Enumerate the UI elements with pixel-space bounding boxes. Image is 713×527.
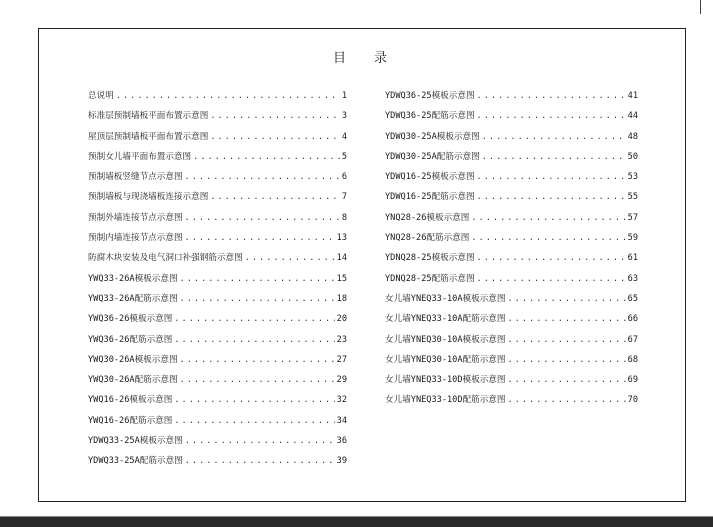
toc-entry-title: YNQ28-26配筋示意图	[385, 233, 470, 244]
toc-leader-dots	[508, 395, 626, 405]
toc-leader-dots	[482, 152, 626, 162]
toc-entry-page: 13	[336, 233, 347, 244]
toc-entry-title: YDWQ16-25模板示意图	[385, 172, 475, 183]
toc-entry-page: 29	[336, 375, 347, 386]
toc-entry[interactable]	[88, 353, 347, 373]
toc-entry[interactable]	[385, 353, 638, 373]
toc-entry-page: 7	[341, 192, 347, 203]
toc-entry-title: 预制墙板竖缝节点示意图	[88, 172, 183, 183]
toc-entry[interactable]	[88, 373, 347, 393]
toc-entry-title: YWQ36-26配筋示意图	[88, 334, 173, 345]
toc-entry-title: YDNQ28-25模板示意图	[385, 253, 475, 264]
toc-leader-dots	[185, 172, 340, 182]
toc-entry-page: 23	[336, 334, 347, 345]
toc-leader-dots	[174, 395, 334, 405]
toc-leader-dots	[174, 416, 334, 426]
toc-entry-page: 53	[627, 172, 638, 183]
toc-entry-title: YDWQ16-25配筋示意图	[385, 192, 475, 203]
toc-leader-dots	[193, 152, 340, 162]
toc-entry-title: YNQ28-26模板示意图	[385, 212, 470, 223]
toc-leader-dots	[180, 375, 335, 385]
toc-column-left	[88, 89, 347, 475]
toc-leader-dots	[508, 294, 626, 304]
toc-entry-page: 4	[341, 131, 347, 142]
toc-entry-title: YWQ36-26模板示意图	[88, 314, 173, 325]
toc-entry[interactable]	[88, 231, 347, 251]
toc-leader-dots	[508, 335, 626, 345]
toc-leader-dots	[116, 91, 340, 101]
toc-entry-title: 防腐木块安装及电气洞口补强钢筋示意图	[88, 253, 243, 264]
toc-entry[interactable]	[88, 170, 347, 190]
toc-entry[interactable]	[385, 373, 638, 393]
toc-entry[interactable]	[385, 89, 638, 109]
toc-leader-dots	[482, 132, 626, 142]
toc-entry[interactable]	[385, 130, 638, 150]
toc-leader-dots	[477, 253, 626, 263]
toc-leader-dots	[471, 213, 625, 223]
toc-entry-page: 50	[627, 151, 638, 162]
toc-entry-page: 68	[627, 354, 638, 365]
toc-leader-dots	[508, 375, 626, 385]
toc-leader-dots	[210, 132, 339, 142]
toc-entry-page: 55	[627, 192, 638, 203]
toc-entry-page: 15	[336, 273, 347, 284]
toc-entry-page: 14	[336, 253, 347, 264]
toc-entry-title: 预制女儿墙平面布置示意图	[88, 151, 192, 162]
toc-entry-title: 预制外墙连接节点示意图	[88, 212, 183, 223]
toc-entry[interactable]	[88, 414, 347, 434]
toc-entry-title: YWQ16-26配筋示意图	[88, 415, 173, 426]
toc-entry-title: YDWQ30-25A模板示意图	[385, 131, 480, 142]
toc-entry-title: YWQ33-26A配筋示意图	[88, 293, 178, 304]
toc-entry[interactable]	[385, 109, 638, 129]
toc-entry-title: 预制内墙连接节点示意图	[88, 233, 183, 244]
toc-entry[interactable]	[88, 109, 347, 129]
toc-entry-page: 66	[627, 314, 638, 325]
toc-entry-title: 女儿墙YNEQ33-10A模板示意图	[385, 293, 506, 304]
title-char-1: 目	[332, 51, 350, 66]
toc-leader-dots	[508, 314, 626, 324]
toc-entry-title: 屋顶层预制墙板平面布置示意图	[88, 131, 209, 142]
toc-entry[interactable]	[385, 251, 638, 271]
title-char-2: 录	[374, 51, 392, 66]
toc-entry-title: YDWQ36-25配筋示意图	[385, 111, 475, 122]
toc-entry-page: 36	[336, 436, 347, 447]
toc-entry-page: 67	[627, 334, 638, 345]
toc-entry-title: 女儿墙YNEQ30-10A模板示意图	[385, 334, 506, 345]
toc-entry-page: 27	[336, 354, 347, 365]
toc-entry-page: 57	[627, 212, 638, 223]
toc-leader-dots	[185, 233, 335, 243]
toc-entry-title: 女儿墙YNEQ33-10A配筋示意图	[385, 314, 506, 325]
toc-entry-title: YWQ33-26A模板示意图	[88, 273, 178, 284]
toc-leader-dots	[185, 436, 335, 446]
toc-entry-page: 20	[336, 314, 347, 325]
crop-mark	[700, 0, 701, 14]
toc-entry-page: 44	[627, 111, 638, 122]
toc-entry[interactable]	[88, 89, 347, 109]
toc-entry-page: 69	[627, 375, 638, 386]
toc-entry-page: 32	[336, 395, 347, 406]
toc-leader-dots	[471, 233, 625, 243]
toc-leader-dots	[477, 274, 626, 284]
toc-entry-page: 34	[336, 415, 347, 426]
toc-entry-page: 59	[627, 233, 638, 244]
toc-entry[interactable]	[385, 333, 638, 353]
toc-entry[interactable]	[88, 150, 347, 170]
toc-entry-title: YWQ30-26A模板示意图	[88, 354, 178, 365]
toc-entry[interactable]	[385, 190, 638, 210]
toc-leader-dots	[210, 111, 339, 121]
toc-leader-dots	[185, 456, 335, 466]
toc-entry-title: 女儿墙YNEQ30-10A配筋示意图	[385, 354, 506, 365]
toc-entry[interactable]	[385, 211, 638, 231]
toc-leader-dots	[180, 355, 335, 365]
toc-entry-page: 1	[341, 91, 347, 101]
toc-leader-dots	[185, 213, 340, 223]
toc-entry[interactable]	[385, 292, 638, 312]
toc-leader-dots	[508, 355, 626, 365]
toc-leader-dots	[477, 111, 626, 121]
toc-entry[interactable]	[88, 434, 347, 454]
toc-entry-page: 39	[336, 456, 347, 467]
toc-entry-title: YWQ30-26A配筋示意图	[88, 375, 178, 386]
toc-entry-title: YDNQ28-25配筋示意图	[385, 273, 475, 284]
bottom-bar	[0, 517, 713, 527]
toc-leader-dots	[477, 192, 626, 202]
toc-entry-page: 3	[341, 111, 347, 122]
toc-entry[interactable]	[385, 312, 638, 332]
toc-entry[interactable]	[88, 333, 347, 353]
toc-entry-page: 48	[627, 131, 638, 142]
toc-entry[interactable]	[88, 251, 347, 271]
toc-entry-title: YDWQ30-25A配筋示意图	[385, 151, 480, 162]
document-page	[38, 28, 686, 502]
toc-column-right	[385, 89, 638, 414]
toc-entry-title: 女儿墙YNEQ33-10D模板示意图	[385, 375, 506, 386]
toc-entry-page: 70	[627, 395, 638, 406]
toc-entry[interactable]	[385, 170, 638, 190]
toc-entry[interactable]	[88, 211, 347, 231]
toc-entry-page: 61	[627, 253, 638, 264]
toc-entry-title: 标准层预制墙板平面布置示意图	[88, 111, 209, 122]
toc-entry-title: YDWQ33-25A模板示意图	[88, 436, 183, 447]
toc-leader-dots	[245, 253, 335, 263]
toc-entry[interactable]	[88, 312, 347, 332]
toc-entry-title: 总说明	[88, 91, 114, 101]
toc-entry-page: 5	[341, 151, 347, 162]
toc-entry-title: 预制墙板与现浇墙板连接示意图	[88, 192, 209, 203]
toc-entry-title: YWQ16-26模板示意图	[88, 395, 173, 406]
toc-entry-page: 65	[627, 293, 638, 304]
toc-leader-dots	[174, 314, 334, 324]
toc-entry-page: 41	[627, 91, 638, 101]
toc-entry-page: 18	[336, 293, 347, 304]
page-title	[39, 47, 685, 66]
toc-entry[interactable]	[385, 393, 638, 413]
toc-entry-title: 女儿墙YNEQ33-10D配筋示意图	[385, 395, 506, 406]
toc-entry[interactable]	[385, 272, 638, 292]
toc-leader-dots	[210, 192, 339, 202]
toc-leader-dots	[180, 294, 335, 304]
toc-entry-title: YDWQ33-25A配筋示意图	[88, 456, 183, 467]
toc-leader-dots	[477, 91, 626, 101]
toc-entry-title: YDWQ36-25模板示意图	[385, 91, 475, 101]
toc-entry[interactable]	[385, 231, 638, 251]
toc-entry-page: 63	[627, 273, 638, 284]
toc-leader-dots	[174, 335, 334, 345]
toc-entry-page: 8	[341, 212, 347, 223]
toc-entry[interactable]	[88, 130, 347, 150]
toc-entry[interactable]	[385, 150, 638, 170]
toc-entry[interactable]	[88, 292, 347, 312]
toc-leader-dots	[180, 274, 335, 284]
toc-entry[interactable]	[88, 393, 347, 413]
toc-entry[interactable]	[88, 190, 347, 210]
toc-entry[interactable]	[88, 454, 347, 474]
toc-leader-dots	[477, 172, 626, 182]
toc-entry[interactable]	[88, 272, 347, 292]
toc-entry-page: 6	[341, 172, 347, 183]
